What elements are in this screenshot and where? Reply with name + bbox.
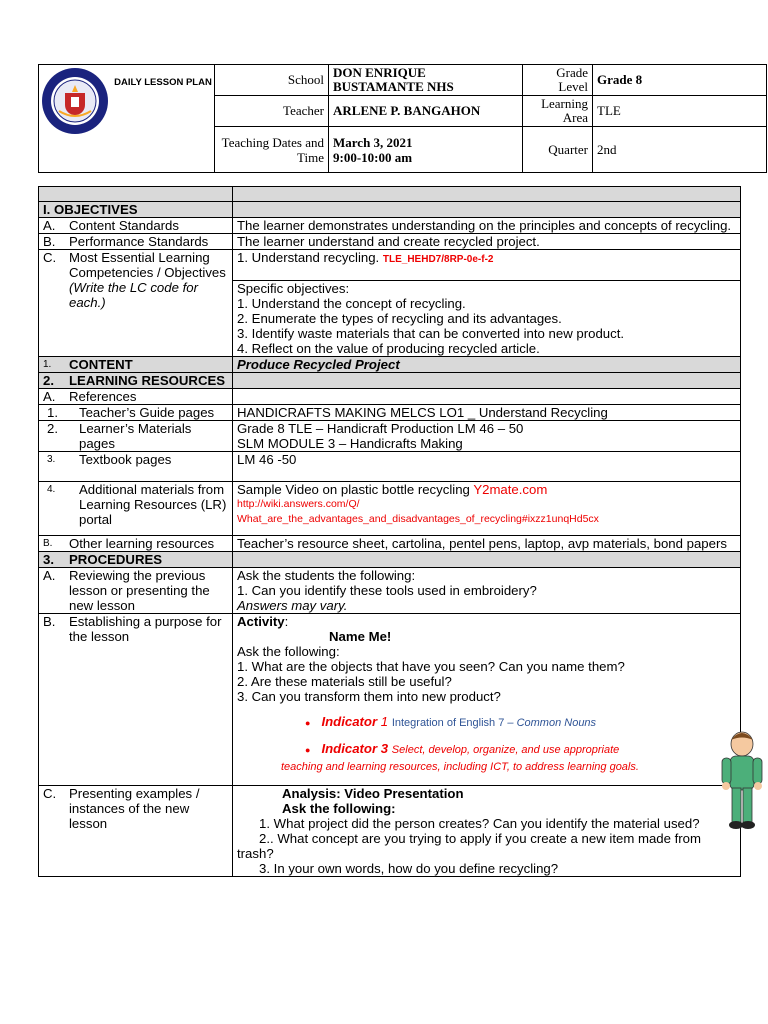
school-label: School — [215, 65, 329, 96]
learners-materials-value: Grade 8 TLE – Handicraft Production LM 46 – 50 — [237, 421, 524, 436]
establishing-purpose-label: Establishing a purpose for the lesson — [69, 614, 222, 644]
quarter-label: Quarter — [523, 127, 593, 173]
daily-lesson-plan-title: DAILY LESSON PLAN — [114, 77, 212, 88]
learning-resources-heading: LEARNING RESOURCES — [69, 373, 226, 388]
grade-level-value: Grade 8 — [593, 65, 767, 96]
activity-question: 3. Can you transform them into new product? — [237, 689, 501, 704]
performance-standards-label: Performance Standards — [69, 234, 209, 249]
content-standards-label: Content Standards — [69, 218, 179, 233]
specific-objective: 3. Identify waste materials that can be converted into new product. — [237, 326, 625, 341]
quarter-value: 2nd — [593, 127, 767, 173]
nurse-clipart-image — [716, 728, 768, 832]
analysis-prompt: Ask the following: — [282, 801, 396, 816]
blank-header-cell — [39, 187, 233, 202]
header-table — [38, 64, 767, 173]
textbook-pages-label: Textbook pages — [79, 452, 172, 467]
specific-objective: 1. Understand the concept of recycling. — [237, 296, 466, 311]
teaching-date: March 3, 2021 — [333, 134, 413, 150]
activity-prompt: Ask the following: — [237, 644, 340, 659]
reviewing-answer: Answers may vary. — [237, 598, 348, 613]
activity-question: 1. What are the objects that have you seen? Can you name them? — [237, 659, 625, 674]
teaching-dates-label: Teaching Dates and Time — [215, 127, 329, 173]
activity-label: Activity — [237, 614, 285, 629]
blank-header-cell — [233, 187, 741, 202]
analysis-title: Analysis: Video Presentation — [282, 786, 464, 801]
presenting-examples-label: Presenting examples / instances of the new lesson — [69, 786, 200, 831]
specific-objective: 2. Enumerate the types of recycling and its advantages. — [237, 311, 562, 326]
textbook-pages-value: LM 46 -50 — [233, 452, 741, 482]
melc-code: TLE_HEHD7/8RP-0e-f-2 — [382, 254, 494, 265]
school-value: DON ENRIQUE BUSTAMANTE NHS — [329, 65, 523, 96]
content-value: Produce Recycled Project — [237, 357, 400, 372]
indicator-1: ● Indicator 1 Integration of English 7 – Common Nouns — [305, 714, 597, 729]
reviewing-prompt: Ask the students the following: — [237, 568, 416, 583]
reviewing-question: 1. Can you identify these tools used in embroidery? — [237, 583, 537, 598]
objectives-heading: I. OBJECTIVES — [39, 202, 233, 218]
melc-value: 1. Understand recycling. — [237, 250, 380, 265]
learning-area-label: Learning Area — [523, 96, 593, 127]
y2mate-link[interactable]: Y2mate.com — [473, 482, 548, 497]
deped-seal-logo — [41, 67, 109, 135]
melc-note: (Write the LC code for each.) — [69, 280, 198, 310]
other-resources-label: Other learning resources — [69, 536, 215, 551]
indicator-3: ● Indicator 3 Select, develop, organize, and use appropriate — [305, 741, 620, 756]
activity-question: 2. Are these materials still be useful? — [237, 674, 452, 689]
content-heading: CONTENT — [69, 357, 133, 372]
analysis-question: 1. What project did the person creates? Can you identify the material used? — [259, 816, 700, 831]
teaching-time: 9:00-10:00 am — [333, 149, 413, 165]
slm-module-value: SLM MODULE 3 – Handicrafts Making — [237, 436, 463, 451]
performance-standards-value: The learner understand and create recycled project. — [233, 234, 741, 250]
learning-area-value: TLE — [593, 96, 767, 127]
references-label: References — [69, 389, 137, 404]
melc-label: Most Essential Learning Competencies / Objectives — [69, 250, 226, 280]
teacher-label: Teacher — [215, 96, 329, 127]
content-standards-value: The learner demonstrates understanding on the principles and concepts of recycling. — [233, 218, 741, 234]
teachers-guide-value: HANDICRAFTS MAKING MELCS LO1 _ Understand Recycling — [233, 405, 741, 421]
additional-materials-label: Additional materials from Learning Resources (LR) portal — [79, 482, 227, 527]
teacher-value: ARLENE P. BANGAHON — [329, 96, 523, 127]
indicator-3-text: teaching and learning resources, including ICT, to address learning goals. — [281, 761, 639, 773]
additional-materials-text: Sample Video on plastic bottle recycling — [237, 482, 470, 497]
teachers-guide-label: Teacher’s Guide pages — [79, 405, 215, 420]
specific-objectives-heading: Specific objectives: — [237, 281, 350, 296]
activity-name: Name Me! — [329, 629, 392, 644]
lesson-plan-table: I. OBJECTIVES A. Content Standards The learner demonstrates understanding on the principles and concepts of recycling. B. Performance Standards The learner understand and create recycled project. C. Most Essential Learning Competencies / Objectives (Write the LC code for each.) 1. Understand recycling. TLE_HEHD7/8RP-0e-f-2 Specific objectives: 1. Understand the concept of recycling. 2. Enumerate the types of recycling and its advantages. 3. Identify waste materials that can be converted into new product. 4. Reflect on the value of producing recycled article. 1. CONTENT Produce Recycled Project 2. LEARNING RESOURCES A. References 1. Teacher’s Guide pages HANDICRAFTS MAKING MELCS LO1 _ Understand Recycling 2. Learner’s Materials pages Grade 8 TLE – Handicraft Production LM 46 – 50 SLM MODULE 3 – Handicrafts Making 3. Textbook pages LM 46 -50 4. Additional materials from Learning Resources (LR) portal Sample Video on plastic bottle recycling Y2mate.com http://wiki.answers.com/Q/ What_are_the_advantages_and_disadvantages_of_recycling#ixzz1unqHd5cx B. Other learning resources Teacher’s resource sheet, cartolina, pentel pens, laptop, avp materials, bond papers 3. PROCEDURES A. Reviewing the previous lesson or presenting the new lesson Ask the students the following: 1. Can you identify these tools used in embroidery? Answers may vary. B. Establishing a purpose for the lesson Activity: Name Me! Ask the following: 1. What are the objects that have you seen? Can you name them? 2. Are these materials still be useful? 3. Can you transform them into new product? ● Indicator 1 Integration of English 7 – Common Nouns ● Indicator 3 Select, develop, organize, and use appropriate teaching and learning resources, including ICT, to address learning goals. C. Presenting examples / instances of the new lesson Analysis: Video Presentation Ask the following: 1. What project did the person creates? Can you identify the material used? 2.. What concept are you trying to apply if you create a new item made from trash? 3. In your own words, how do you define recycling? — [38, 186, 741, 877]
grade-level-label: Grade Level — [523, 65, 593, 96]
wiki-answers-link[interactable]: http://wiki.answers.com/Q/ What_are_the_advantages_and_disadvantages_of_recycling#ixzz1unqHd5cx — [237, 498, 599, 525]
procedures-heading: PROCEDURES — [69, 552, 163, 567]
learners-materials-label: Learner’s Materials pages — [79, 421, 192, 451]
analysis-question: 3. In your own words, how do you define recycling? — [259, 861, 559, 876]
logo-cell — [39, 65, 215, 173]
specific-objective: 4. Reflect on the value of producing recycled article. — [237, 341, 540, 356]
analysis-question: 2.. What concept are you trying to apply if you create a new item made from trash? — [237, 831, 701, 861]
reviewing-label: Reviewing the previous lesson or presenting the new lesson — [69, 568, 210, 613]
other-resources-value: Teacher’s resource sheet, cartolina, pentel pens, laptop, avp materials, bond papers — [233, 536, 741, 552]
